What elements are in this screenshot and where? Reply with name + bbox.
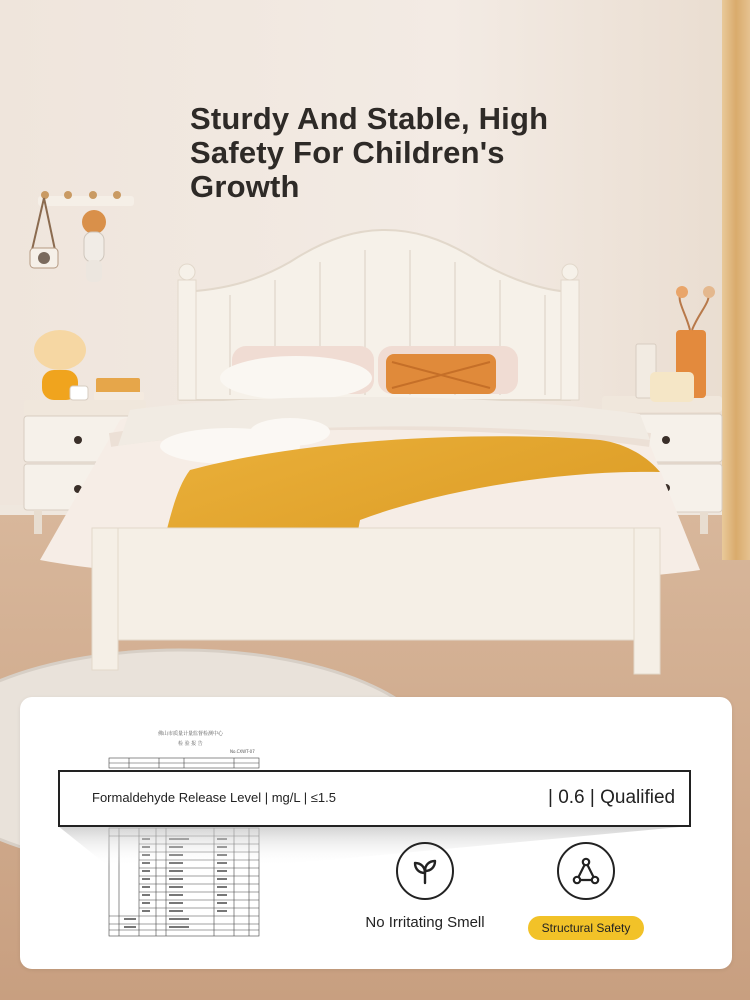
feature-no-irritating-smell (355, 842, 495, 931)
nightstand-leg (700, 512, 708, 534)
headline-line-3: Growth (190, 169, 300, 204)
plush-legs (86, 260, 102, 282)
mug (70, 386, 88, 400)
bed-leg-right (634, 528, 660, 674)
hook-knob (41, 191, 49, 199)
feature-label: No Irritating Smell (365, 914, 485, 931)
drawer-knob (662, 436, 670, 444)
bedpost-right (561, 280, 579, 400)
drawer-knob (74, 436, 82, 444)
feature-structural-safety (516, 842, 656, 940)
report-heading: 检 验 报 告 (178, 741, 203, 747)
bedpost-left (178, 280, 196, 400)
plush-body (84, 232, 104, 262)
books (94, 392, 144, 400)
flower (703, 286, 715, 298)
headline (190, 102, 610, 204)
left-nightstand-top (24, 400, 146, 416)
bedpost-finial-right (562, 264, 578, 280)
bedpost-finial-left (179, 264, 195, 280)
cloud-pillow (220, 356, 372, 400)
headline-line-1: Sturdy And Stable, High (190, 101, 549, 136)
leaf-icon (396, 842, 454, 900)
feature-label-highlight: Structural Safety (528, 916, 644, 940)
hook-knob (89, 191, 97, 199)
hook-knob (113, 191, 121, 199)
report-number: No.CXWT-07 (230, 749, 255, 754)
cloud-cushion (250, 418, 330, 446)
triangle-nodes-icon (557, 842, 615, 900)
curtain (722, 0, 750, 560)
nightstand-leg (34, 510, 42, 534)
test-item-label: Formaldehyde Release Level | mg/L | ≤1.5 (92, 790, 336, 805)
books (96, 378, 140, 394)
test-result-value: | 0.6 | Qualified (548, 787, 676, 808)
bed-footboard (92, 528, 660, 640)
storage-box (650, 372, 694, 402)
hook-knob (64, 191, 72, 199)
mushroom-lamp-shade (34, 330, 86, 370)
headline-line-2: Safety For Children's (190, 135, 505, 170)
report-lab-name: 佛山市质量计量监督检测中心 (158, 731, 224, 737)
plush-head (82, 210, 106, 234)
flower (676, 286, 688, 298)
toy-camera-lens (38, 252, 50, 264)
bed-leg-left (92, 528, 118, 670)
